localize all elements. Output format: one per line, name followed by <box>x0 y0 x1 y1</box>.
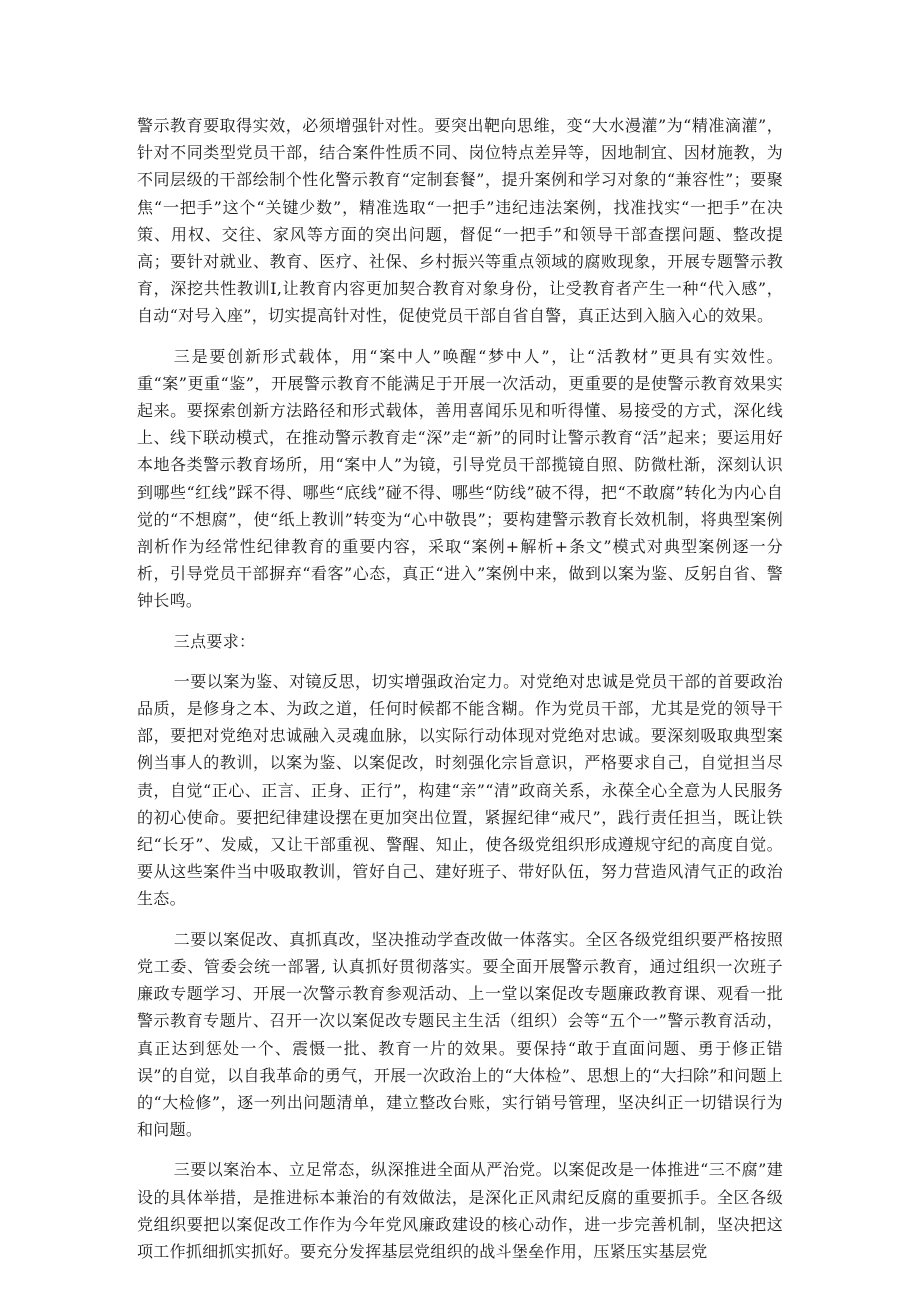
paragraph-targeted-education: 警示教育要取得实效，必须增强针对性。要突出靶向思维，变“大水漫灌”为“精准滴灌”，针对不同类型党员干部，结合案件性质不同、岗位特点差异等，因地制宜、因材施教，为不同层级的干部绘制个性化警示教育“定制套餐”，提升案例和学习对象的“兼容性”；要聚焦“一把手”这个“关键少数”，精准选取“一把手”违纪违法案例，找准找实“一把手”在决策、用权、交往、家风等方面的突出问题，督促“一把手”和领导干部查摆问题、整改提高；要针对就业、教育、医疗、社保、乡村振兴等重点领域的腐败现象，开展专题警示教育，深挖共性教训I,让教育内容更加契合教育对象身份，让受教育者产生一种“代入感”，自动“对号入座”，切实提高针对性，促使党员干部自省自警，真正达到入脑入心的效果。 <box>137 116 783 326</box>
paragraph-requirement-three: 三要以案治本、立足常态，纵深推进全面从严治党。以案促改是一体推进“三不腐”建设的具体举措，是推进标本兼治的有效做法，是深化正风肃纪反腐的重要抓手。全区各级党组织要把以案促改工作作为今年党风廉政建设的核心动作，进一步完善机制，坚决把这项工作抓细抓实抓好。要充分发挥基层党组织的战斗堡垒作用，压紧压实基层党 <box>137 1160 783 1261</box>
paragraph-requirement-one: 一要以案为鉴、对镜反思，切实增强政治定力。对党绝对忠诚是党员干部的首要政治品质，是修身之本、为政之道，任何时候都不能含糊。作为党员干部，尤其是党的领导干部，要把对党绝对忠诚融入灵魂血脉，以实际行动体现对党绝对忠诚。要深刻吸取典型案例当事人的教训，以案为鉴、以案促改，时刻强化宗旨意识，严格要求自己，自觉担当尽责，自觉“正心、正言、正身、正行”，构建“亲”“清”政商关系，永葆全心全意为人民服务的初心使命。要把纪律建设摆在更加突出位置，紧握纪律“戒尺”，践行责任担当，既让铁纪“长牙”、发威，又让干部重视、警醒、知止，使各级党组织形成遵规守纪的高度自觉。要从这些案件当中吸取教训，管好自己、建好班子、带好队伍，努力营造风清气正的政治生态。 <box>137 671 783 909</box>
paragraph-requirement-two: 二要以案促改、真抓真改，坚决推动学查改做一体落实。全区各级党组织要严格按照党工委、管委会统一部署, 认真抓好贯彻落实。要全面开展警示教育，通过组织一次班子廉政专题学习、开展一次警示教育参观活动、上一堂以案促改专题廉政教育课、观看一批警示教育专题片、召开一次以案促改专题民主生活（组织）会等“五个一”警示教育活动，真正达到惩处一个、震慑一批、教育一片的效果。要保持“敢于直面问题、勇于修正错误”的自觉，以自我革命的勇气，开展一次政治上的“大体检”、思想上的“大扫除”和问题上的“大检修”，逐一列出问题清单，建立整改台账，实行销号管理，坚决纠正一切错误行为和问题。 <box>137 929 783 1140</box>
section-heading-three-requirements: 三点要求： <box>173 631 256 651</box>
paragraph-innovate-forms: 三是要创新形式载体，用“案中人”唤醒“梦中人”，让“活教材”更具有实效性。重“案”更重“鉴”，开展警示教育不能满足于开展一次活动，更重要的是使警示教育效果实起来。要探索创新方法路径和形式载体，善用喜闻乐见和听得懂、易接受的方式，深化线上、线下联动模式，在推动警示教育走“深”走“新”的同时让警示教育“活”起来；要运用好本地各类警示教育场所，用“案中人”为镜，引导党员干部揽镜自照、防微杜渐，深刻认识到哪些“红线”踩不得、哪些“底线”碰不得、哪些“防线”破不得，把“不敢腐”转化为内心自觉的“不想腐”，使“纸上教训”转变为“心中敬畏”；要构建警示教育长效机制，将典型案例剖析作为经常性纪律教育的重要内容，采取“案例+解析+条文”模式对典型案例逐一分析，引导党员干部摒弃“看客”心态，真正“进入”案例中来，做到以案为鉴、反躬自省、警钟长鸣。 <box>137 346 783 611</box>
document-body <box>137 112 783 1278</box>
